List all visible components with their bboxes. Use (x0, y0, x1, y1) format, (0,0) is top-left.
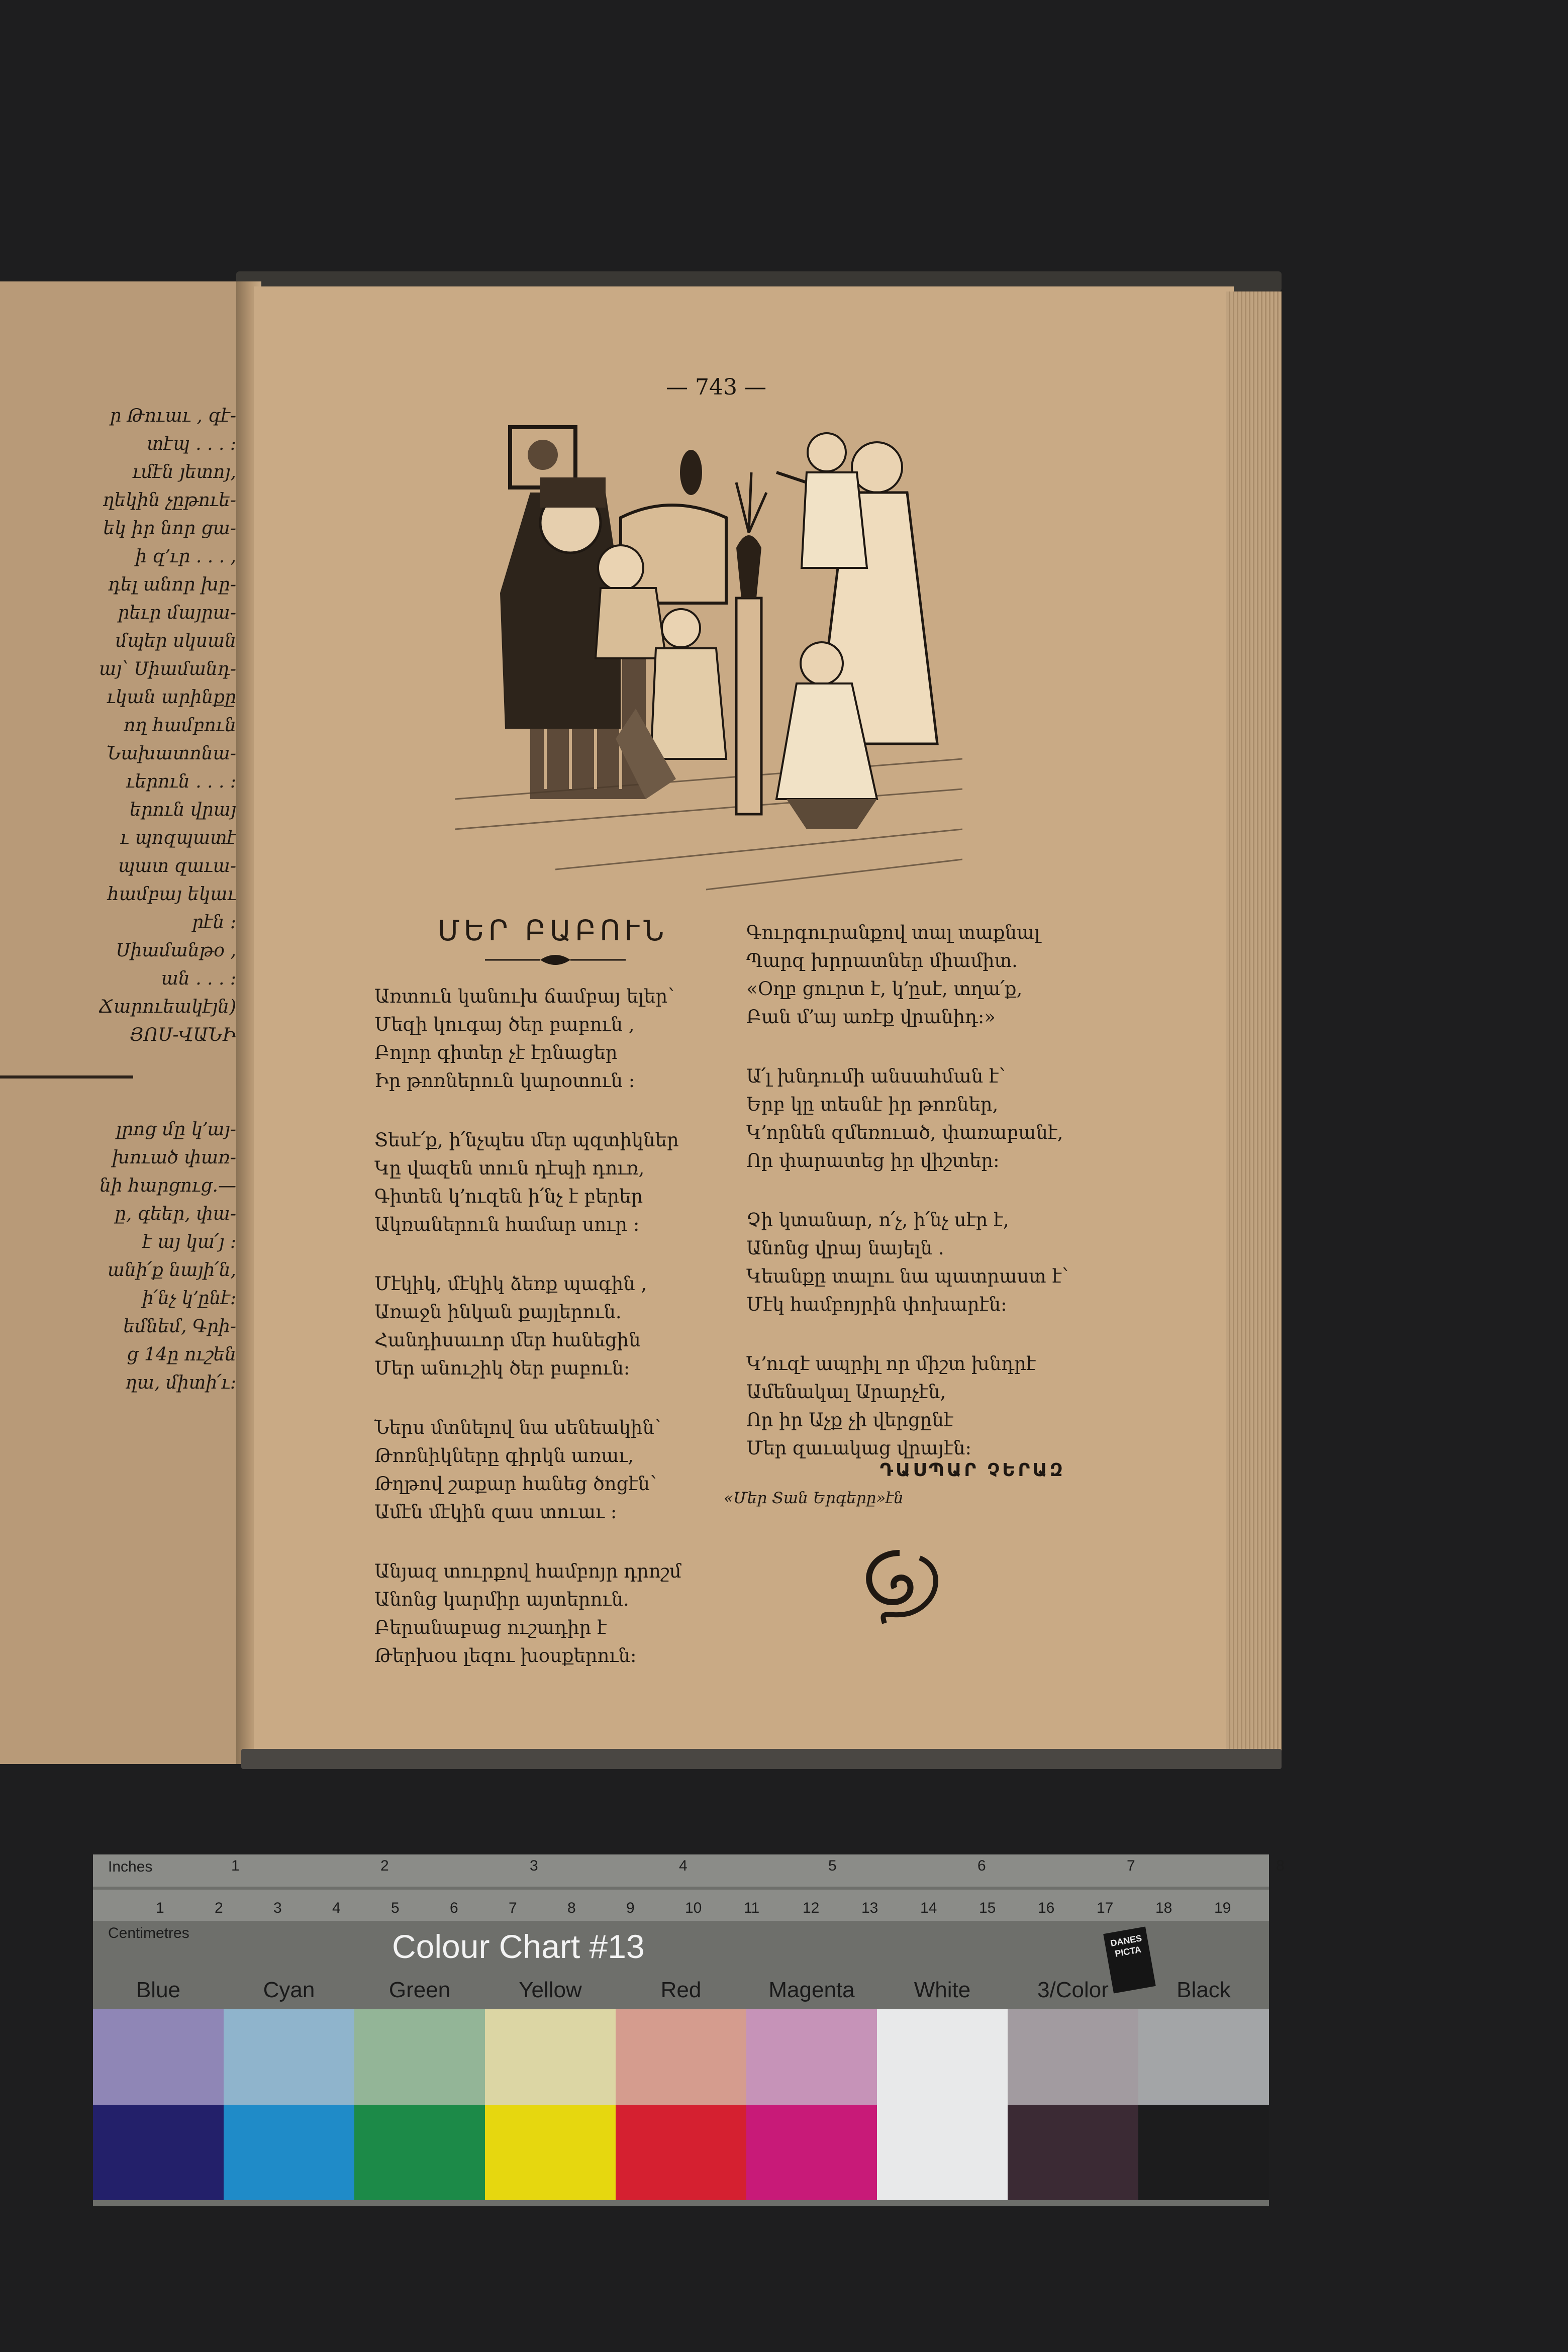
logo-line-2: PICTA (1114, 1944, 1142, 1959)
poem-line: Անոնց վրայ նայելն . (746, 1237, 944, 1259)
swatch-labels (93, 1978, 1269, 2008)
poem-line: Կ՚ուզէ ապրիլ որ միշտ խնդրէ (746, 1353, 1036, 1375)
left-page-line: անի՛ք նայի՛ն, (107, 1260, 236, 1281)
left-page-line: ան . . . : (161, 968, 236, 989)
poem-line: Մեր անուշիկ ծեր բաբուն: (374, 1357, 630, 1379)
left-page-line: ղա, միտի՛ւ: (125, 1373, 236, 1393)
inch-tick-label: 1 (231, 1857, 240, 1874)
left-page-line: Սիամանթօ , (116, 940, 236, 961)
cm-tick-label: 15 (979, 1900, 996, 1916)
cm-tick-label: 19 (1214, 1900, 1231, 1916)
poem-line: Ա՛լ խնդումի անսահման է՝ (746, 1065, 1006, 1087)
poem-line: Թերխօս լեզու խօսքերուն: (374, 1645, 637, 1667)
left-page-line: ը, գեեր, փա- (115, 1204, 236, 1224)
cm-tick-label: 13 (861, 1900, 878, 1916)
poem-stanza (374, 1126, 746, 1239)
left-page-line: պատ զաւա- (118, 856, 236, 876)
swatch-solid (877, 2105, 1008, 2200)
poem-line: Որ փարատեց իր վիշտեր: (746, 1150, 1000, 1171)
cm-tick-label: 17 (1097, 1900, 1114, 1916)
logo-line-1: DANES (1109, 1933, 1143, 1948)
left-page-line: տէպ . . . : (147, 434, 236, 454)
poem-line: Բոլոր գիտեր չէ էրնացեր (374, 1042, 618, 1063)
poem-author: ԴԱՍՊԱՐ ՉԵՐԱԶ (879, 1460, 1065, 1481)
left-page-line: է այ կա՛յ : (142, 1232, 236, 1252)
left-page-line: եկ իր նոր ցա- (103, 518, 236, 539)
page-number: — 743 — (666, 374, 766, 400)
swatch-tint (224, 2009, 354, 2105)
swatch-label: Green (388, 1978, 451, 2002)
swatch-label: 3/Color (1037, 1978, 1109, 2002)
cm-tick-label: 10 (685, 1900, 702, 1916)
poem-stanza (746, 919, 1098, 1031)
poem-line: Ակռաներուն համար սուր : (374, 1214, 640, 1235)
swatch-tint (616, 2009, 746, 2105)
swatch-tint (354, 2009, 485, 2105)
cm-tick-label: 12 (803, 1900, 820, 1916)
left-page-line: այ՝ Սիամանդ- (99, 659, 236, 679)
cm-tick-label: 2 (215, 1900, 223, 1916)
inches-label: Inches (108, 1858, 153, 1875)
inch-ruler (93, 1854, 1285, 1887)
poem-column-left (374, 983, 746, 1701)
swatch-tint (877, 2009, 1008, 2105)
left-page-line: Նախատոնա- (107, 743, 236, 764)
swatch-solid (354, 2105, 485, 2200)
poem-line: Մէկ համբոյրին փոխարէն: (746, 1294, 1007, 1315)
cm-tick-label: 18 (1155, 1900, 1172, 1916)
swatch-solid (93, 2105, 224, 2200)
poem-line: Մեզի կուգայ ծեր բաբուն , (374, 1014, 635, 1035)
left-page-line: երուն վրայ (129, 800, 236, 820)
poem-line: Գիտեն կ՚ուզեն ի՛նչ է բերեր (374, 1186, 643, 1207)
left-page-line: լրոց մը կ՚այ- (116, 1119, 236, 1140)
left-page-line: նի հարցուց.— (100, 1175, 236, 1196)
swatch-tint (1138, 2009, 1269, 2105)
colour-chart-title: Colour Chart #13 (392, 1928, 645, 1965)
swatch-grid (93, 2009, 1269, 2200)
swatch-solid (746, 2105, 877, 2200)
swatch-label: Black (1177, 1978, 1231, 2002)
left-page-line: Ճարուեակէյն) (99, 997, 236, 1017)
cm-tick-label: 7 (509, 1900, 517, 1916)
left-page-line: ի՛նչ կ՚ընէ: (142, 1288, 236, 1309)
poem-line: Անյազ տուրքով համբոյր դրոշմ (374, 1560, 681, 1582)
poem-line: Բան մ՚այ առէք վրանիդ:» (746, 1006, 996, 1028)
poem-line: Ամէն մէկին զաս տուաւ : (374, 1501, 617, 1523)
inch-tick-label: 6 (977, 1857, 986, 1874)
left-page-line: խուած փառ- (112, 1147, 236, 1168)
centimetres-label: Centimetres (108, 1925, 189, 1941)
poem-line: Առտուն կանուխ ճամբայ ելեր՝ (374, 986, 674, 1007)
cm-tick-label: 8 (567, 1900, 576, 1916)
left-page-line: րէն : (192, 912, 236, 933)
inch-tick-label: 8 (1276, 1857, 1285, 1874)
inch-tick-label: 2 (380, 1857, 389, 1874)
poem-line: Կ՚որնեն զմեռուած, փառաբանէ, (746, 1122, 1063, 1143)
poem-line: Կը վազեն տուն դէպի դուռ, (374, 1157, 645, 1179)
cm-tick-label: 16 (1038, 1900, 1055, 1916)
poem-line: Մեր զաւակաց վրայէն: (746, 1437, 971, 1459)
title-ornament (480, 950, 631, 970)
poem-stanza (374, 1270, 746, 1383)
poem-line: Թոռնիկները գիրկն առաւ, (374, 1445, 634, 1466)
poem-stanza (746, 1206, 1098, 1319)
swatch-solid (1008, 2105, 1138, 2200)
cm-tick-label: 9 (626, 1900, 635, 1916)
left-page-line: ւերուն . . . : (126, 771, 236, 792)
left-page-line: եմնեմ, Գրի- (123, 1316, 236, 1337)
left-page-line: համբայ եկաւ (108, 884, 236, 905)
illustration (455, 417, 962, 900)
book-bottom-edge (241, 1749, 1282, 1769)
poem-line: Հանդիսաւոր մեր հանեցին (374, 1329, 641, 1351)
swatch-solid (485, 2105, 616, 2200)
swatch-solid (1138, 2105, 1269, 2200)
poem-title: ՄԵՐ ԲԱԲՈՒՆ (437, 915, 668, 947)
page-edges (1226, 291, 1282, 1759)
poem-column-right (746, 919, 1098, 1494)
poem-line: Իր թոռներուն կարօտուն : (374, 1070, 635, 1092)
poem-line: Թղթով շաքար հանեց ծոցէն՝ (374, 1473, 657, 1495)
cm-tick-label: 3 (273, 1900, 282, 1916)
poem-line: Մէկիկ, մէկիկ ձեռք պագին , (374, 1273, 647, 1295)
poem-line: Գուրգուրանքով տալ տաքնալ (746, 922, 1040, 943)
left-page-line: ց 14ը ուշեն (127, 1344, 236, 1365)
poem-line: Չի կտանար, ո՛չ, ի՛նչ սէր է, (746, 1209, 1009, 1231)
inch-tick-label: 4 (679, 1857, 688, 1874)
left-page-line: րեւր մայրա- (118, 603, 236, 623)
swatch-label: Blue (136, 1978, 181, 2002)
left-page-line: ող համբուն (124, 715, 236, 736)
inch-tick-label: 3 (530, 1857, 538, 1874)
cm-tick-label: 4 (332, 1900, 341, 1916)
inch-tick-label: 7 (1127, 1857, 1135, 1874)
cm-tick-label: 14 (920, 1900, 937, 1916)
poem-line: Երբ կը տեսնէ իր թոռներ, (746, 1094, 999, 1115)
left-page-line: ւմէն յետոյ, (132, 462, 236, 482)
cm-tick-label: 1 (156, 1900, 164, 1916)
left-page-line: ղեկին չըթուե- (103, 490, 236, 511)
left-page-line: մպեր սկսան (115, 631, 236, 651)
poem-line: Որ իր Աչք չի վերցընէ (746, 1409, 953, 1431)
left-page-line: ւ պոզպատէ (120, 828, 236, 848)
poem-line: Ամենակալ Արարչէն, (746, 1381, 946, 1403)
poem-line: Կեանքը տալու նա պատրաստ է՝ (746, 1265, 1068, 1287)
swatch-label: Magenta (768, 1978, 855, 2002)
poem-line: Ներս մտնելով նա սենեակին՝ (374, 1417, 661, 1438)
left-page-line: դել անոր խը- (108, 574, 236, 595)
poem-line: Անոնց կարմիր այտերուն. (374, 1589, 629, 1610)
swatch-tint (746, 2009, 877, 2105)
end-ornament (849, 1543, 950, 1628)
poem-line: Առաջն ինկան քայլերուն. (374, 1301, 622, 1323)
swatch-solid (224, 2105, 354, 2200)
swatch-solid (616, 2105, 746, 2200)
left-page-line: ւկան արինքը (107, 687, 236, 708)
poem-source: «Մեր Տան Երգերը»էն (724, 1489, 904, 1507)
poem-line: «Օղբ ցուրտ է, կ՚ըսէ, տղա՛ք, (746, 978, 1023, 1000)
left-page-text-lower (0, 1116, 236, 1397)
poem-stanza (374, 1557, 746, 1670)
poem-stanza (374, 1414, 746, 1526)
poem-line: Բերանաբաց ուշադիր է (374, 1617, 607, 1638)
inch-tick-label: 5 (828, 1857, 837, 1874)
swatch-label: White (914, 1978, 971, 2002)
swatch-label: Yellow (519, 1978, 582, 2002)
poem-line: Պարզ խրրատներ միամիտ. (746, 950, 1018, 971)
poem-line: Տեսէ՛ք, ի՛նչպես մեր պզտիկներ (374, 1129, 679, 1151)
left-page-rule (0, 1075, 133, 1079)
swatch-tint (93, 2009, 224, 2105)
swatch-label: Cyan (263, 1978, 315, 2002)
cm-tick-label: 11 (744, 1900, 760, 1916)
left-page-line: ՅՈՍ-ՎԱՆԻ (130, 1025, 236, 1045)
left-page-text (0, 402, 236, 1049)
cm-tick-label: 6 (450, 1900, 458, 1916)
poem-stanza (746, 1062, 1098, 1175)
cm-tick-label: 5 (391, 1900, 400, 1916)
left-page-line: ր Թուաւ , գէ- (110, 406, 236, 426)
left-page-line: ի զ՚ւր . . . , (135, 546, 236, 567)
poem-stanza (374, 983, 746, 1095)
swatch-tint (1008, 2009, 1138, 2105)
poem-stanza (746, 1350, 1098, 1462)
swatch-tint (485, 2009, 616, 2105)
swatch-label: Red (660, 1978, 702, 2002)
